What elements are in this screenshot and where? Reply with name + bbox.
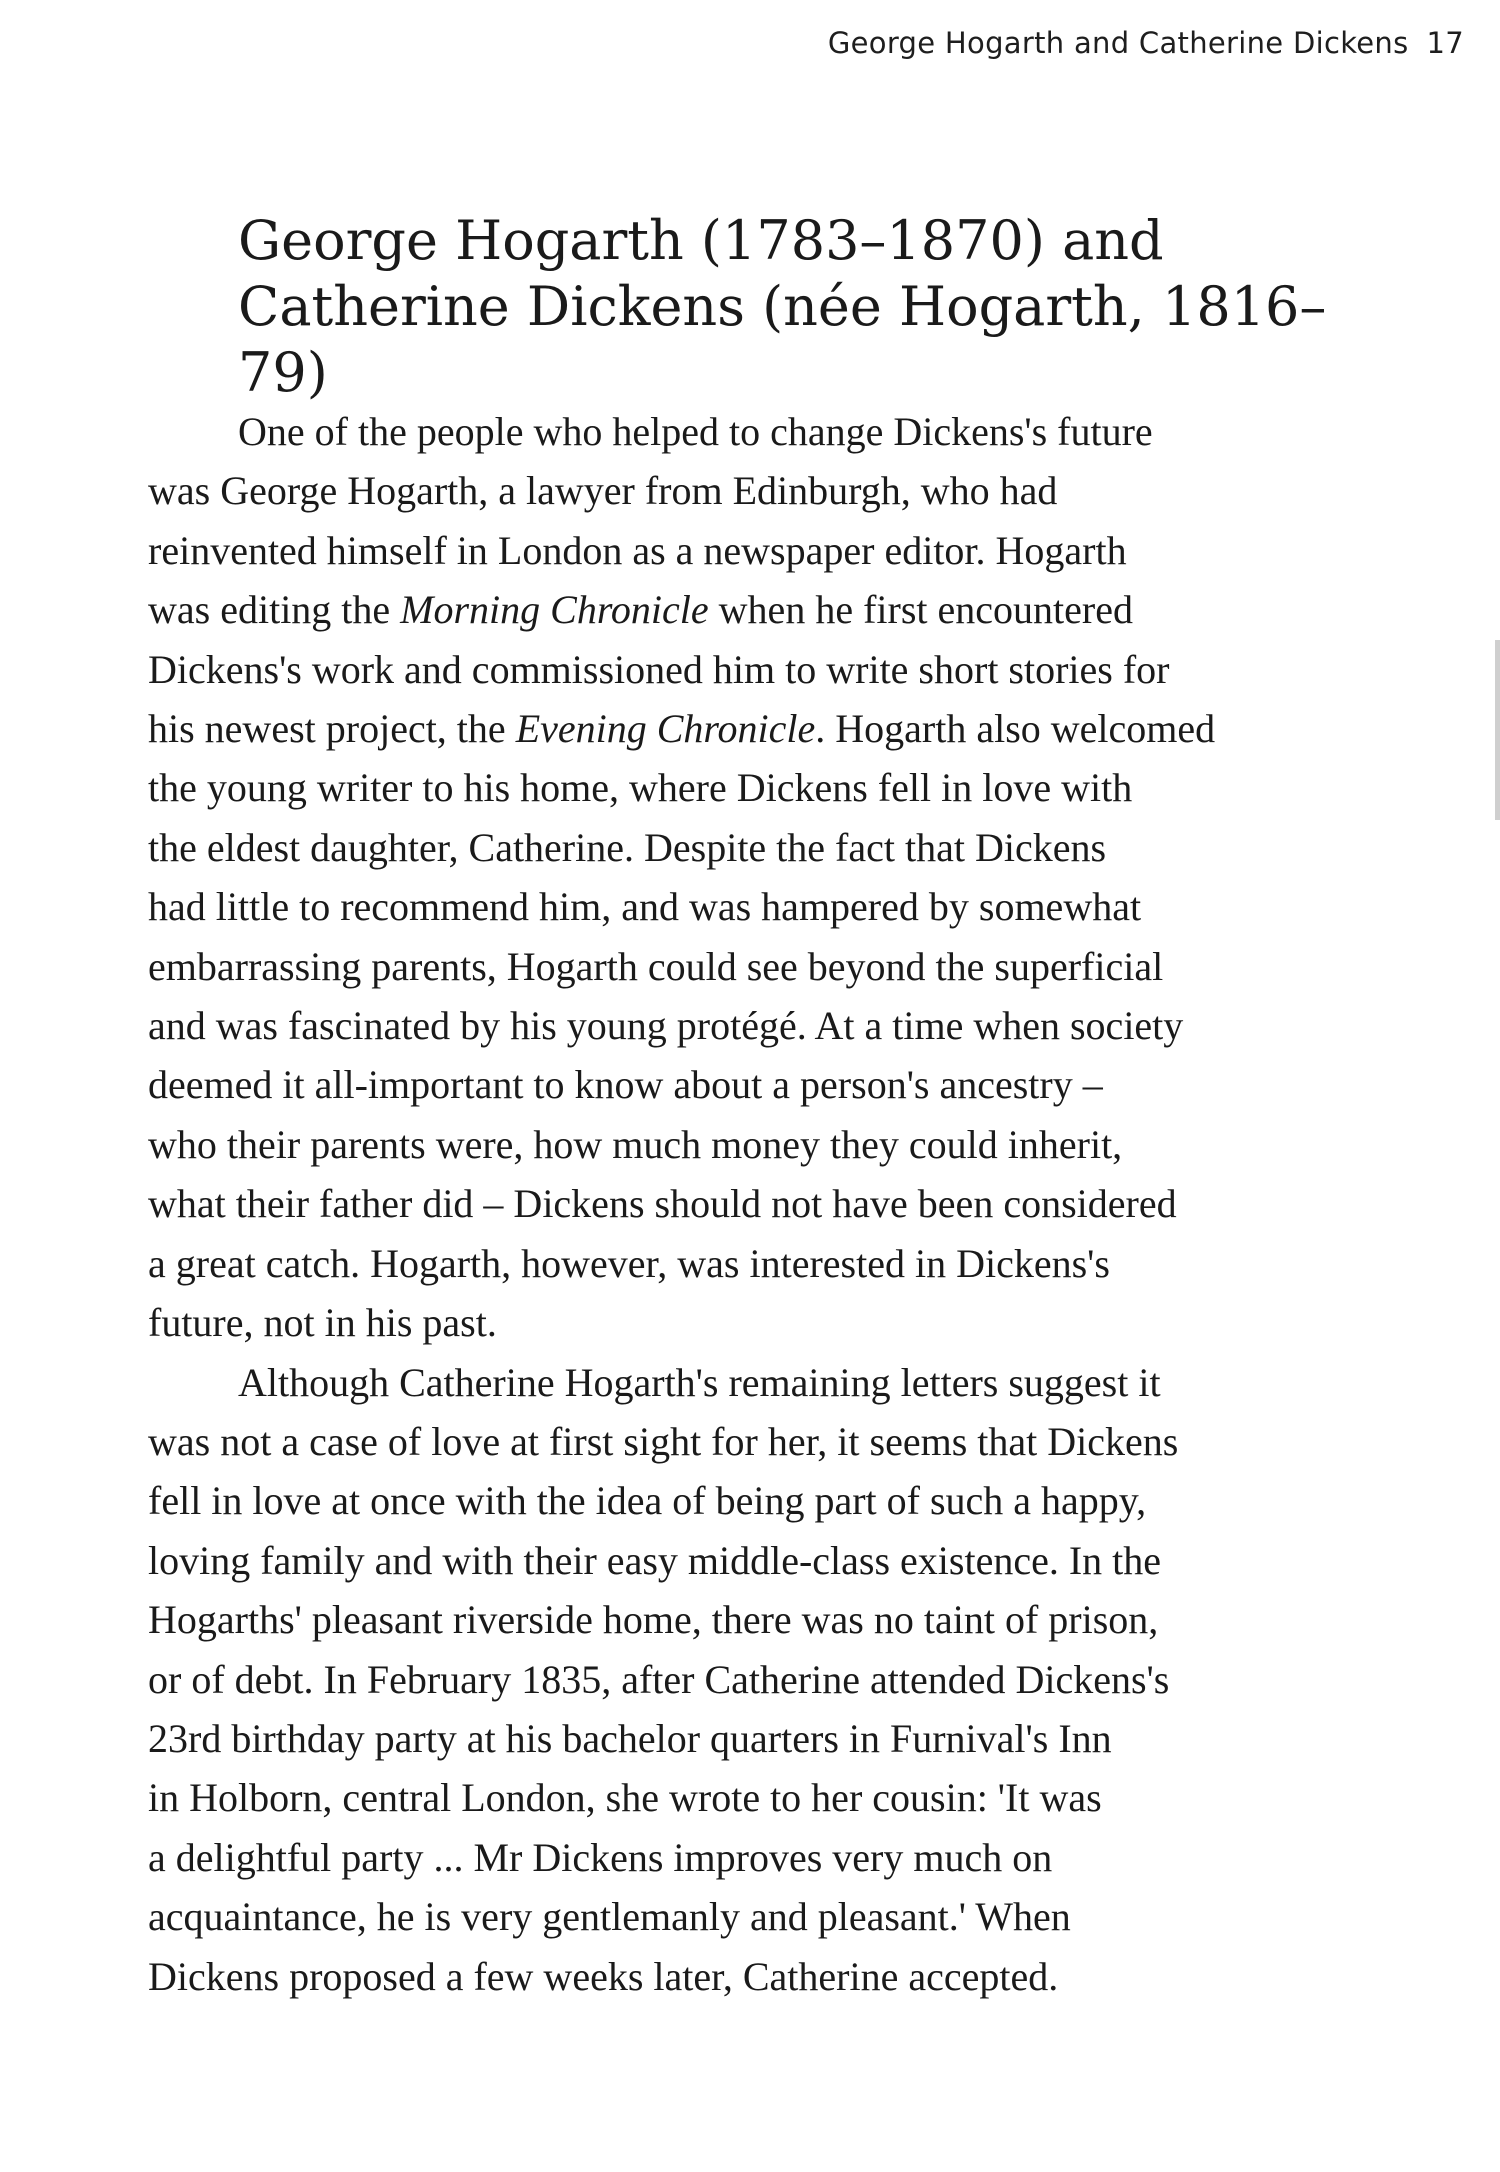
- italic-title: Evening Chronicle: [515, 706, 816, 752]
- text-line: his newest project, the Evening Chronicle. Hogarth also welcomed: [148, 706, 1216, 752]
- text-line: a delightful party ... Mr Dickens improves very much on: [148, 1834, 1053, 1880]
- text-line: loving family and with their easy middle-class existence. In the: [148, 1537, 1162, 1583]
- text-line: was George Hogarth, a lawyer from Edinburgh, who had: [148, 468, 1058, 514]
- text-line: had little to recommend him, and was hampered by somewhat: [148, 884, 1142, 930]
- paragraph: [148, 402, 1288, 1353]
- text-line: reinvented himself in London as a newspaper editor. Hogarth: [148, 527, 1127, 573]
- text-line: future, not in his past.: [148, 1300, 497, 1346]
- text-line: the eldest daughter, Catherine. Despite the fact that Dickens: [148, 824, 1107, 870]
- running-head-title: George Hogarth and Catherine Dickens: [827, 26, 1409, 60]
- text-line: Although Catherine Hogarth's remaining letters suggest it: [238, 1359, 1161, 1405]
- chapter-title-line-1: George Hogarth (1783–1870) and: [238, 209, 1164, 272]
- text-line: in Holborn, central London, she wrote to her cousin: 'It was: [148, 1775, 1102, 1821]
- italic-title: Morning Chronicle: [400, 587, 709, 633]
- running-head: [828, 26, 1464, 60]
- text-line: the young writer to his home, where Dickens fell in love with: [148, 765, 1133, 811]
- text-line: or of debt. In February 1835, after Catherine attended Dickens's: [148, 1656, 1170, 1702]
- text-line: was editing the Morning Chronicle when he first encountered: [148, 587, 1133, 633]
- text-line: deemed it all-important to know about a person's ancestry –: [148, 1062, 1103, 1108]
- text-line: and was fascinated by his young protégé. At a time when society: [148, 1003, 1184, 1049]
- text-line: a great catch. Hogarth, however, was interested in Dickens's: [148, 1240, 1110, 1286]
- text-line: Dickens's work and commissioned him to write short stories for: [148, 646, 1170, 692]
- scan-edge-mark: [1495, 640, 1500, 820]
- text-line: 23rd birthday party at his bachelor quarters in Furnival's Inn: [148, 1715, 1112, 1761]
- chapter-title-line-2: Catherine Dickens (née Hogarth, 1816–79): [238, 275, 1327, 404]
- text-line: embarrassing parents, Hogarth could see beyond the superficial: [148, 943, 1164, 989]
- text-line: One of the people who helped to change Dickens's future: [238, 409, 1153, 454]
- text-line: Dickens proposed a few weeks later, Catherine accepted.: [148, 1953, 1059, 1999]
- body-text: [148, 402, 1288, 2006]
- text-line: Hogarths' pleasant riverside home, there was no taint of prison,: [148, 1597, 1159, 1643]
- text-line: was not a case of love at first sight for her, it seems that Dickens: [148, 1418, 1179, 1464]
- text-line: what their father did – Dickens should not have been considered: [148, 1181, 1177, 1227]
- text-line: who their parents were, how much money they could inherit,: [148, 1121, 1123, 1167]
- text-line: acquaintance, he is very gentlemanly and pleasant.' When: [148, 1894, 1071, 1940]
- text-line: fell in love at once with the idea of being part of such a happy,: [148, 1478, 1147, 1524]
- page-number: 17: [1426, 26, 1464, 60]
- paragraph: [148, 1353, 1288, 2006]
- chapter-title: [238, 208, 1338, 406]
